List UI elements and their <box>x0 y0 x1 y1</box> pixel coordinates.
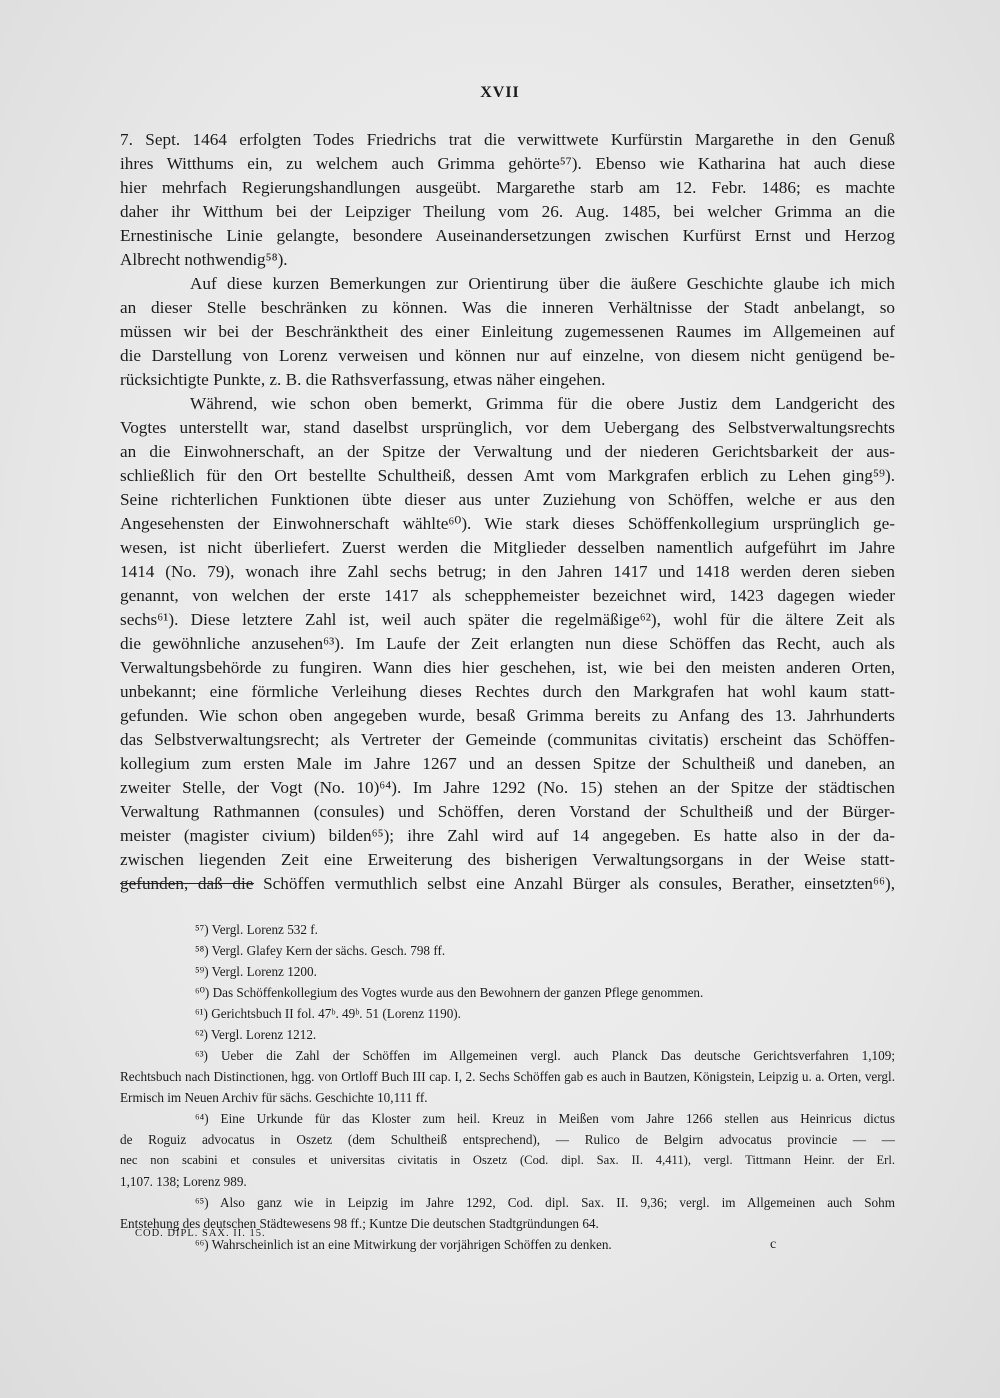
footnote-line: ⁶²) Vergl. Lorenz 1212. <box>195 1027 317 1042</box>
text-line: Ernestinische Linie gelangte, besondere Auseinandersetzungen zwischen Kurfürst Ernst und Herzog <box>120 226 895 245</box>
footnote-divider <box>120 883 254 884</box>
footnotes <box>120 919 895 1255</box>
text-line: sechs⁶¹). Diese letztere Zahl ist, weil auch später die regelmäßige⁶²), wohl für die ältere Zeit als <box>120 610 895 629</box>
text-line: Verwaltung Rathmannen (consules) und Schöffen, deren Vorstand der Schultheiß und der Bürger- <box>120 802 895 821</box>
footnote-line: ⁵⁸) Vergl. Glafey Kern der sächs. Gesch. 798 ff. <box>195 943 446 958</box>
text-line: die gewöhnliche anzusehen⁶³). Im Laufe der Zeit erlangten nun diese Schöffen das Recht, auch als <box>120 634 895 653</box>
text-line: zwischen liegenden Zeit eine Erweiterung des bisherigen Verwaltungsorgans in der Weise statt- <box>120 850 895 869</box>
signature-mark: COD. DIPL. SAX. II. 15. <box>135 1228 266 1239</box>
footnote-line: 1,107. 138; Lorenz 989. <box>120 1174 247 1189</box>
text-line: genannt, von welchen der erste 1417 als schepphemeister bezeichnet wird, 1423 dagegen wieder <box>120 586 895 605</box>
text-line: Verwaltungsbehörde zu fungiren. Wann dies hier geschehen, ist, wie bei den meisten anderen Orten, <box>120 658 895 677</box>
text-line: unbekannt; eine förmliche Verleihung dieses Rechtes durch den Markgrafen hat wohl kaum statt- <box>120 682 895 701</box>
footnote-line: ⁶¹) Gerichtsbuch II fol. 47ᵇ. 49ᵇ. 51 (Lorenz 1190). <box>195 1006 461 1021</box>
main-text <box>120 128 895 896</box>
text-line: hier mehrfach Regierungshandlungen ausgeübt. Margarethe starb am 12. Febr. 1486; es machte <box>120 178 895 197</box>
text-line: gefunden. Wie schon oben angegeben wurde, besaß Grimma bereits zu Anfang des 13. Jahrhunderts <box>120 706 895 725</box>
footnote-line: Rechtsbuch nach Distinctionen, hgg. von Ortloff Buch III cap. I, 2. Sechs Schöffen gab es auch in Bautzen, Königstein, Leipzig u. a. Orten, vergl. Ermisch im Neuen Archiv für sächs. Geschichte 10,111 ff. <box>120 1069 895 1105</box>
footnote-line: ⁶⁵) Also ganz wie in Leipzig im Jahre 1292, Cod. dipl. Sax. II. 9,36; vergl. im Allgemeinen auch Sohm <box>195 1195 895 1210</box>
signature-letter: c <box>770 1237 777 1252</box>
text-line: die Darstellung von Lorenz verweisen und können nur auf einzelne, von diesem nicht genügend be- <box>120 346 895 365</box>
text-line: Albrecht nothwendig⁵⁸). <box>120 250 288 269</box>
text-line: schließlich für den Ort bestellte Schultheiß, dessen Amt vom Markgrafen erblich zu Lehen ging⁵⁹). <box>120 466 895 485</box>
text-line: wesen, ist nicht überliefert. Zuerst werden die Mitglieder desselben namentlich aufgeführt im Jahre <box>120 538 895 557</box>
text-line: ihres Witthums ein, zu welchem auch Grimma gehörte⁵⁷). Ebenso wie Katharina hat auch diese <box>120 154 895 173</box>
footnote-line: ⁶⁰) Das Schöffenkollegium des Vogtes wurde aus den Bewohnern der ganzen Pflege genommen. <box>195 985 704 1000</box>
footnote-line: ⁶⁶) Wahrscheinlich ist an eine Mitwirkung der vorjährigen Schöffen zu denken. <box>195 1237 612 1252</box>
footnote-line: ⁵⁹) Vergl. Lorenz 1200. <box>195 964 317 979</box>
text-line: rücksichtigte Punkte, z. B. die Rathsverfassung, etwas näher eingehen. <box>120 370 606 389</box>
footnote-line: ⁶³) Ueber die Zahl der Schöffen im Allgemeinen vergl. auch Planck Das deutsche Gerichtsverfahren 1,109; <box>195 1048 895 1063</box>
footnote-line: ⁵⁷) Vergl. Lorenz 532 f. <box>195 922 318 937</box>
page-number: XVII <box>480 84 520 101</box>
footnote-line: Entstehung des deutschen Städtewesens 98 ff.; Kuntze Die deutschen Stadtgründungen 64. <box>120 1216 599 1231</box>
text-line: daher ihr Witthum bei der Leipziger Theilung vom 26. Aug. 1485, bei welcher Grimma an die <box>120 202 895 221</box>
text-line: meister (magister civium) bilden⁶⁵); ihre Zahl wird auf 14 angegeben. Es hatte also in der da- <box>120 826 895 845</box>
text-line: müssen wir bei der Beschränktheit des einer Einleitung zugemessenen Raumes im Allgemeinen auf <box>120 322 895 341</box>
text-line: kollegium zum ersten Male im Jahre 1267 und an dessen Spitze der Schultheiß und daneben, an <box>120 754 895 773</box>
text-line: Seine richterlichen Funktionen übte dieser aus unter Zuziehung von Schöffen, welche er aus den <box>120 490 895 509</box>
text-line: Vogtes unterstellt war, stand daselbst ursprünglich, vor dem Uebergang des Selbstverwaltungsrechts <box>120 418 895 437</box>
text-line: gefunden, daß die Schöffen vermuthlich selbst eine Anzahl Bürger als consules, Berather, einsetzten⁶⁶), <box>120 874 895 893</box>
text-line: Auf diese kurzen Bemerkungen zur Orientirung über die äußere Geschichte glaube ich mich <box>190 274 895 293</box>
footnote-line: de Roguiz advocatus in Oszetz (dem Schultheiß entsprechend), — Rulico de Belgirn advocatus provincie — — <box>120 1132 895 1147</box>
text-line: 7. Sept. 1464 erfolgten Todes Friedrichs trat die verwittwete Kurfürstin Margarethe in den Genuß <box>120 130 895 149</box>
text-line: an dieser Stelle beschränken zu können. Was die inneren Verhältnisse der Stadt anbelangt, so <box>120 298 895 317</box>
text-line: das Selbstverwaltungsrecht; als Vertreter der Gemeinde (communitas civitatis) erscheint das Schöffen- <box>120 730 895 749</box>
text-line: zweiter Stelle, der Vogt (No. 10)⁶⁴). Im Jahre 1292 (No. 15) stehen an der Spitze der städtischen <box>120 778 895 797</box>
text-line: Während, wie schon oben bemerkt, Grimma für die obere Justiz dem Landgericht des <box>190 394 895 413</box>
text-line: 1414 (No. 79), wonach ihre Zahl sechs betrug; in den Jahren 1417 und 1418 werden deren sieben <box>120 562 895 581</box>
text-line: an die Einwohnerschaft, an der Spitze der Verwaltung und der niederen Gerichtsbarkeit der aus- <box>120 442 895 461</box>
text-line: Angesehensten der Einwohnerschaft wählte⁶⁰). Wie stark dieses Schöffenkollegium ursprünglich ge- <box>120 514 895 533</box>
footnote-line: ⁶⁴) Eine Urkunde für das Kloster zum heil. Kreuz in Meißen vom Jahre 1266 stellen aus Heinricus dictus <box>195 1111 895 1126</box>
footnote-line: nec non scabini et consules et universitas civitatis in Oszetz (Cod. dipl. Sax. II. 4,411), vergl. Tittmann Heinr. der Erl. <box>120 1153 895 1167</box>
